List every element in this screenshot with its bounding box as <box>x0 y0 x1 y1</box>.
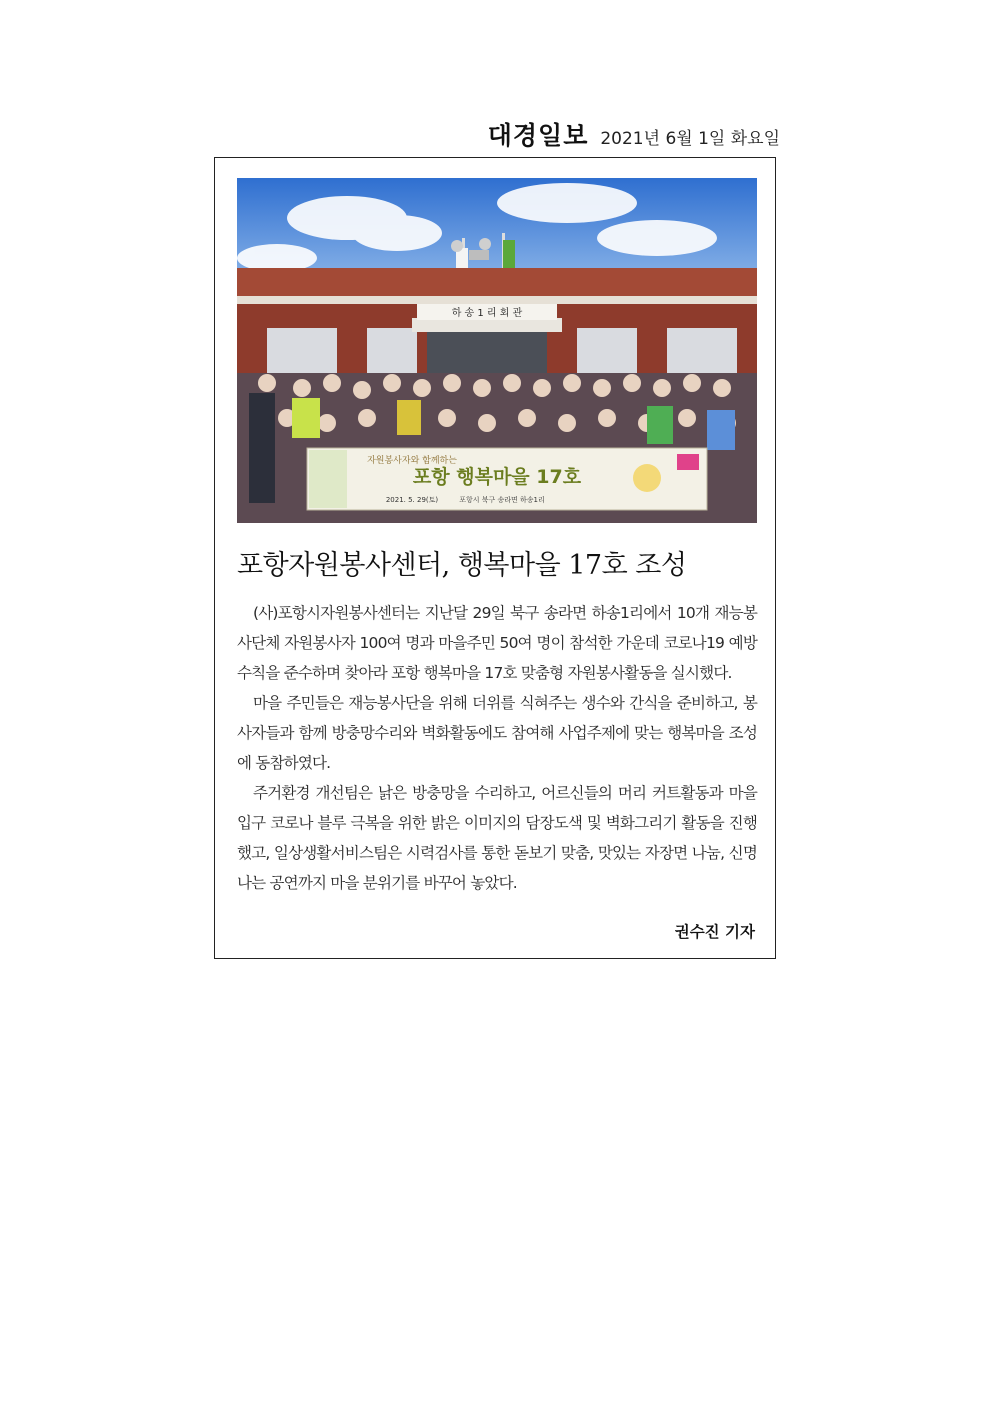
banner-date: 2021. 5. 29(토) <box>385 496 439 504</box>
banner-subtitle: 자원봉사자와 함께하는 <box>367 456 457 466</box>
article-photo <box>237 178 757 523</box>
banner-title: 포항 행복마을 17호 <box>412 466 582 488</box>
publication-date: 2021년 6월 1일 화요일 <box>600 129 780 149</box>
reporter-byline: 권수진 기자 <box>674 923 755 941</box>
article-body <box>237 598 757 898</box>
article-paragraph: 주거환경 개선팀은 낡은 방충망을 수리하고, 어르신들의 머리 커트활동과 마을 입구 코로나 블루 극복을 위한 밝은 이미지의 담장도색 및 벽화그리기 활동을 진행했고, 일상생활서비스팀은 시력검사를 통한 돋보기 맞춤, 맛있는 자장면 나눔, 신명나는 공연까지 마을 분위기를 바꾸어 놓았다. <box>237 784 757 892</box>
newspaper-name: 대경일보 <box>487 121 589 150</box>
article-headline: 포항자원봉사센터, 행복마을 17호 조성 <box>237 550 687 581</box>
article-clipping <box>214 157 776 959</box>
banner-place: 포항시 북구 송라면 하송1리 <box>459 496 545 504</box>
article-paragraph: 마을 주민들은 재능봉사단을 위해 더위를 식혀주는 생수와 간식을 준비하고, 봉사자들과 함께 방충망수리와 벽화활동에도 참여해 사업주제에 맞는 행복마을 조성에 동참하였다. <box>237 694 757 772</box>
masthead <box>480 116 780 152</box>
building-sign: 하 송 1 리 회 관 <box>451 308 523 319</box>
article-paragraph: (사)포항시자원봉사센터는 지난달 29일 북구 송라면 하송1리에서 10개 재능봉사단체 자원봉사자 100여 명과 마을주민 50여 명이 참석한 가운데 코로나19 예방수칙을 준수하며 찾아라 포항 행복마을 17호 맞춤형 자원봉사활동을 실시했다. <box>237 604 757 682</box>
